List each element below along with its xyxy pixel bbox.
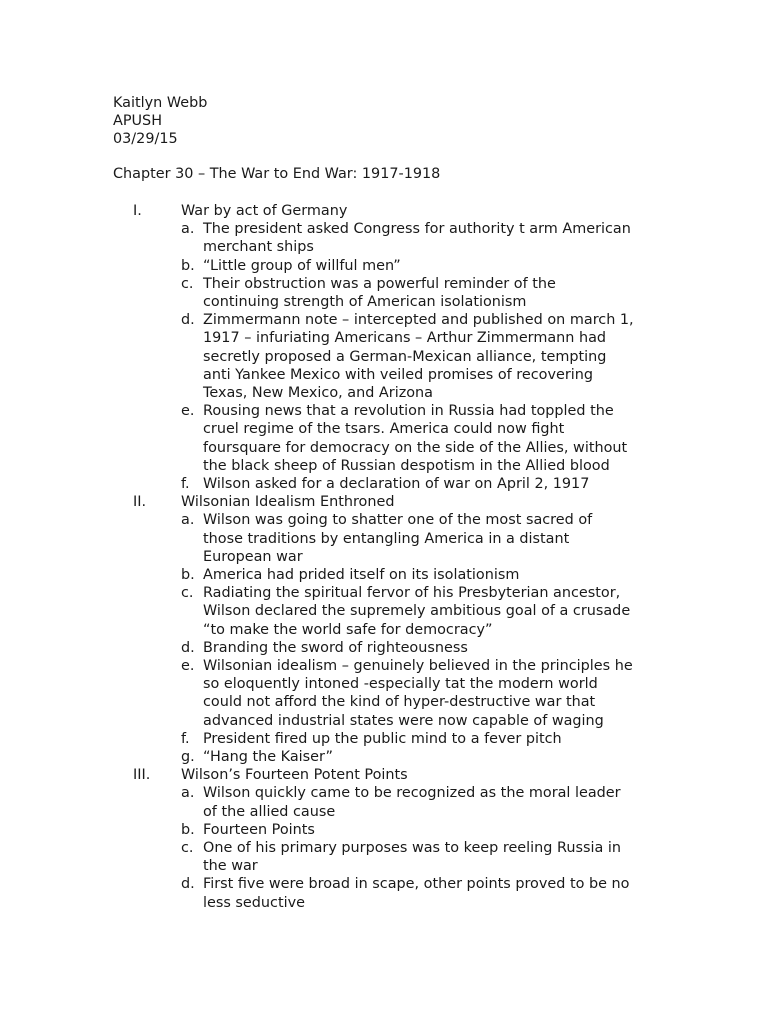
- outline-item: [113, 639, 673, 657]
- item-text-line: anti Yankee Mexico with veiled promises of recovering: [203, 366, 593, 383]
- item-text-line: cruel regime of the tsars. America could now fight: [203, 421, 565, 438]
- outline-item: [113, 275, 673, 311]
- item-letter: c.: [181, 275, 194, 292]
- item-letter: a.: [181, 785, 195, 802]
- item-letter: c.: [181, 585, 194, 602]
- outline-item: [113, 584, 673, 639]
- item-text-line: continuing strength of American isolationism: [203, 294, 527, 310]
- item-text-line: Wilson asked for a declaration of war on April 2, 1917: [203, 476, 590, 493]
- item-text-line: the war: [203, 858, 258, 875]
- item-text-line: One of his primary purposes was to keep reeling Russia in: [203, 840, 621, 857]
- item-text-line: Wilson was going to shatter one of the most sacred of: [203, 512, 593, 529]
- item-text-line: Wilson declared the supremely ambitious goal of a crusade: [203, 603, 631, 620]
- item-text-line: Their obstruction was a powerful reminder of the: [203, 275, 556, 292]
- item-letter: g.: [181, 749, 195, 766]
- item-letter: b.: [181, 567, 195, 584]
- item-text-line: so eloquently intoned -especially tat the modern world: [203, 676, 598, 693]
- item-text-line: Wilsonian idealism – genuinely believed in the principles he: [203, 658, 633, 675]
- item-text-line: America had prided itself on its isolationism: [203, 567, 520, 584]
- section-numeral: I.: [133, 203, 142, 219]
- item-letter: f.: [181, 730, 190, 747]
- outline-item: [113, 839, 673, 875]
- item-text-line: “to make the world safe for democracy”: [203, 621, 493, 638]
- outline-item: [113, 748, 673, 766]
- item-text-line: Wilson quickly came to be recognized as the moral leader: [203, 785, 621, 802]
- document-date: 03/29/15: [113, 131, 178, 148]
- section-heading-row: [113, 766, 673, 784]
- outline-item: [113, 875, 673, 911]
- item-text-line: The president asked Congress for authority t arm American: [203, 221, 631, 238]
- outline-item: [113, 475, 673, 493]
- item-text-line: foursquare for democracy on the side of the Allies, without: [203, 439, 628, 456]
- item-text-line: the black sheep of Russian despotism in the Allied blood: [203, 457, 610, 474]
- course-name: APUSH: [113, 113, 163, 130]
- item-letter: a.: [181, 512, 195, 529]
- section-numeral: III.: [133, 767, 151, 784]
- section-heading: Wilson’s Fourteen Potent Points: [181, 767, 408, 784]
- item-text-line: of the allied cause: [203, 803, 336, 820]
- outline-item: [113, 821, 673, 839]
- section-heading: Wilsonian Idealism Enthroned: [181, 494, 395, 511]
- outline-section: [113, 202, 673, 493]
- item-text-line: “Hang the Kaiser”: [203, 749, 334, 766]
- item-text-line: First five were broad in scape, other points proved to be no: [203, 876, 630, 893]
- item-letter: b.: [181, 821, 195, 838]
- item-letter: e.: [181, 658, 195, 675]
- outline-item: [113, 311, 673, 402]
- item-text-line: European war: [203, 548, 303, 565]
- section-heading-row: [113, 493, 673, 511]
- item-text-line: President fired up the public mind to a fever pitch: [203, 730, 562, 747]
- section-numeral: II.: [133, 494, 147, 511]
- item-text-line: Branding the sword of righteousness: [203, 639, 468, 656]
- item-letter: f.: [181, 476, 190, 493]
- outline-item: [113, 402, 673, 475]
- item-letter: e.: [181, 403, 195, 420]
- item-letter: d.: [181, 876, 195, 893]
- item-letter: c.: [181, 840, 194, 857]
- item-text-line: Zimmermann note – intercepted and published on march 1,: [203, 312, 634, 329]
- item-text-line: those traditions by entangling America in a distant: [203, 530, 570, 547]
- item-text-line: merchant ships: [203, 239, 314, 256]
- chapter-title: Chapter 30 – The War to End War: 1917-1918: [113, 166, 441, 182]
- section-heading-row: [113, 202, 673, 220]
- outline-item: [113, 657, 673, 730]
- outline-item: [113, 257, 673, 275]
- item-text-line: Rousing news that a revolution in Russia had toppled the: [203, 403, 614, 420]
- outline-item: [113, 784, 673, 820]
- outline-section: [113, 493, 673, 766]
- item-letter: d.: [181, 312, 195, 329]
- item-text-line: 1917 – infuriating Americans – Arthur Zimmermann had: [203, 330, 607, 347]
- section-heading: War by act of Germany: [181, 203, 348, 219]
- item-text-line: Radiating the spiritual fervor of his Presbyterian ancestor,: [203, 585, 621, 602]
- item-text-line: “Little group of willful men”: [203, 257, 401, 274]
- item-text-line: Texas, New Mexico, and Arizona: [203, 385, 433, 402]
- outline: [113, 202, 673, 912]
- item-letter: a.: [181, 221, 195, 238]
- item-text-line: advanced industrial states were now capable of waging: [203, 712, 604, 729]
- outline-item: [113, 220, 673, 256]
- author-name: Kaitlyn Webb: [113, 95, 208, 111]
- item-text-line: secretly proposed a German-Mexican alliance, tempting: [203, 348, 607, 365]
- outline-item: [113, 730, 673, 748]
- outline-item: [113, 511, 673, 566]
- item-text-line: Fourteen Points: [203, 821, 315, 838]
- outline-item: [113, 566, 673, 584]
- outline-section: [113, 766, 673, 912]
- item-letter: b.: [181, 257, 195, 274]
- item-letter: d.: [181, 639, 195, 656]
- item-text-line: less seductive: [203, 894, 305, 911]
- document-header: [113, 94, 207, 149]
- item-text-line: could not afford the kind of hyper-destructive war that: [203, 694, 596, 711]
